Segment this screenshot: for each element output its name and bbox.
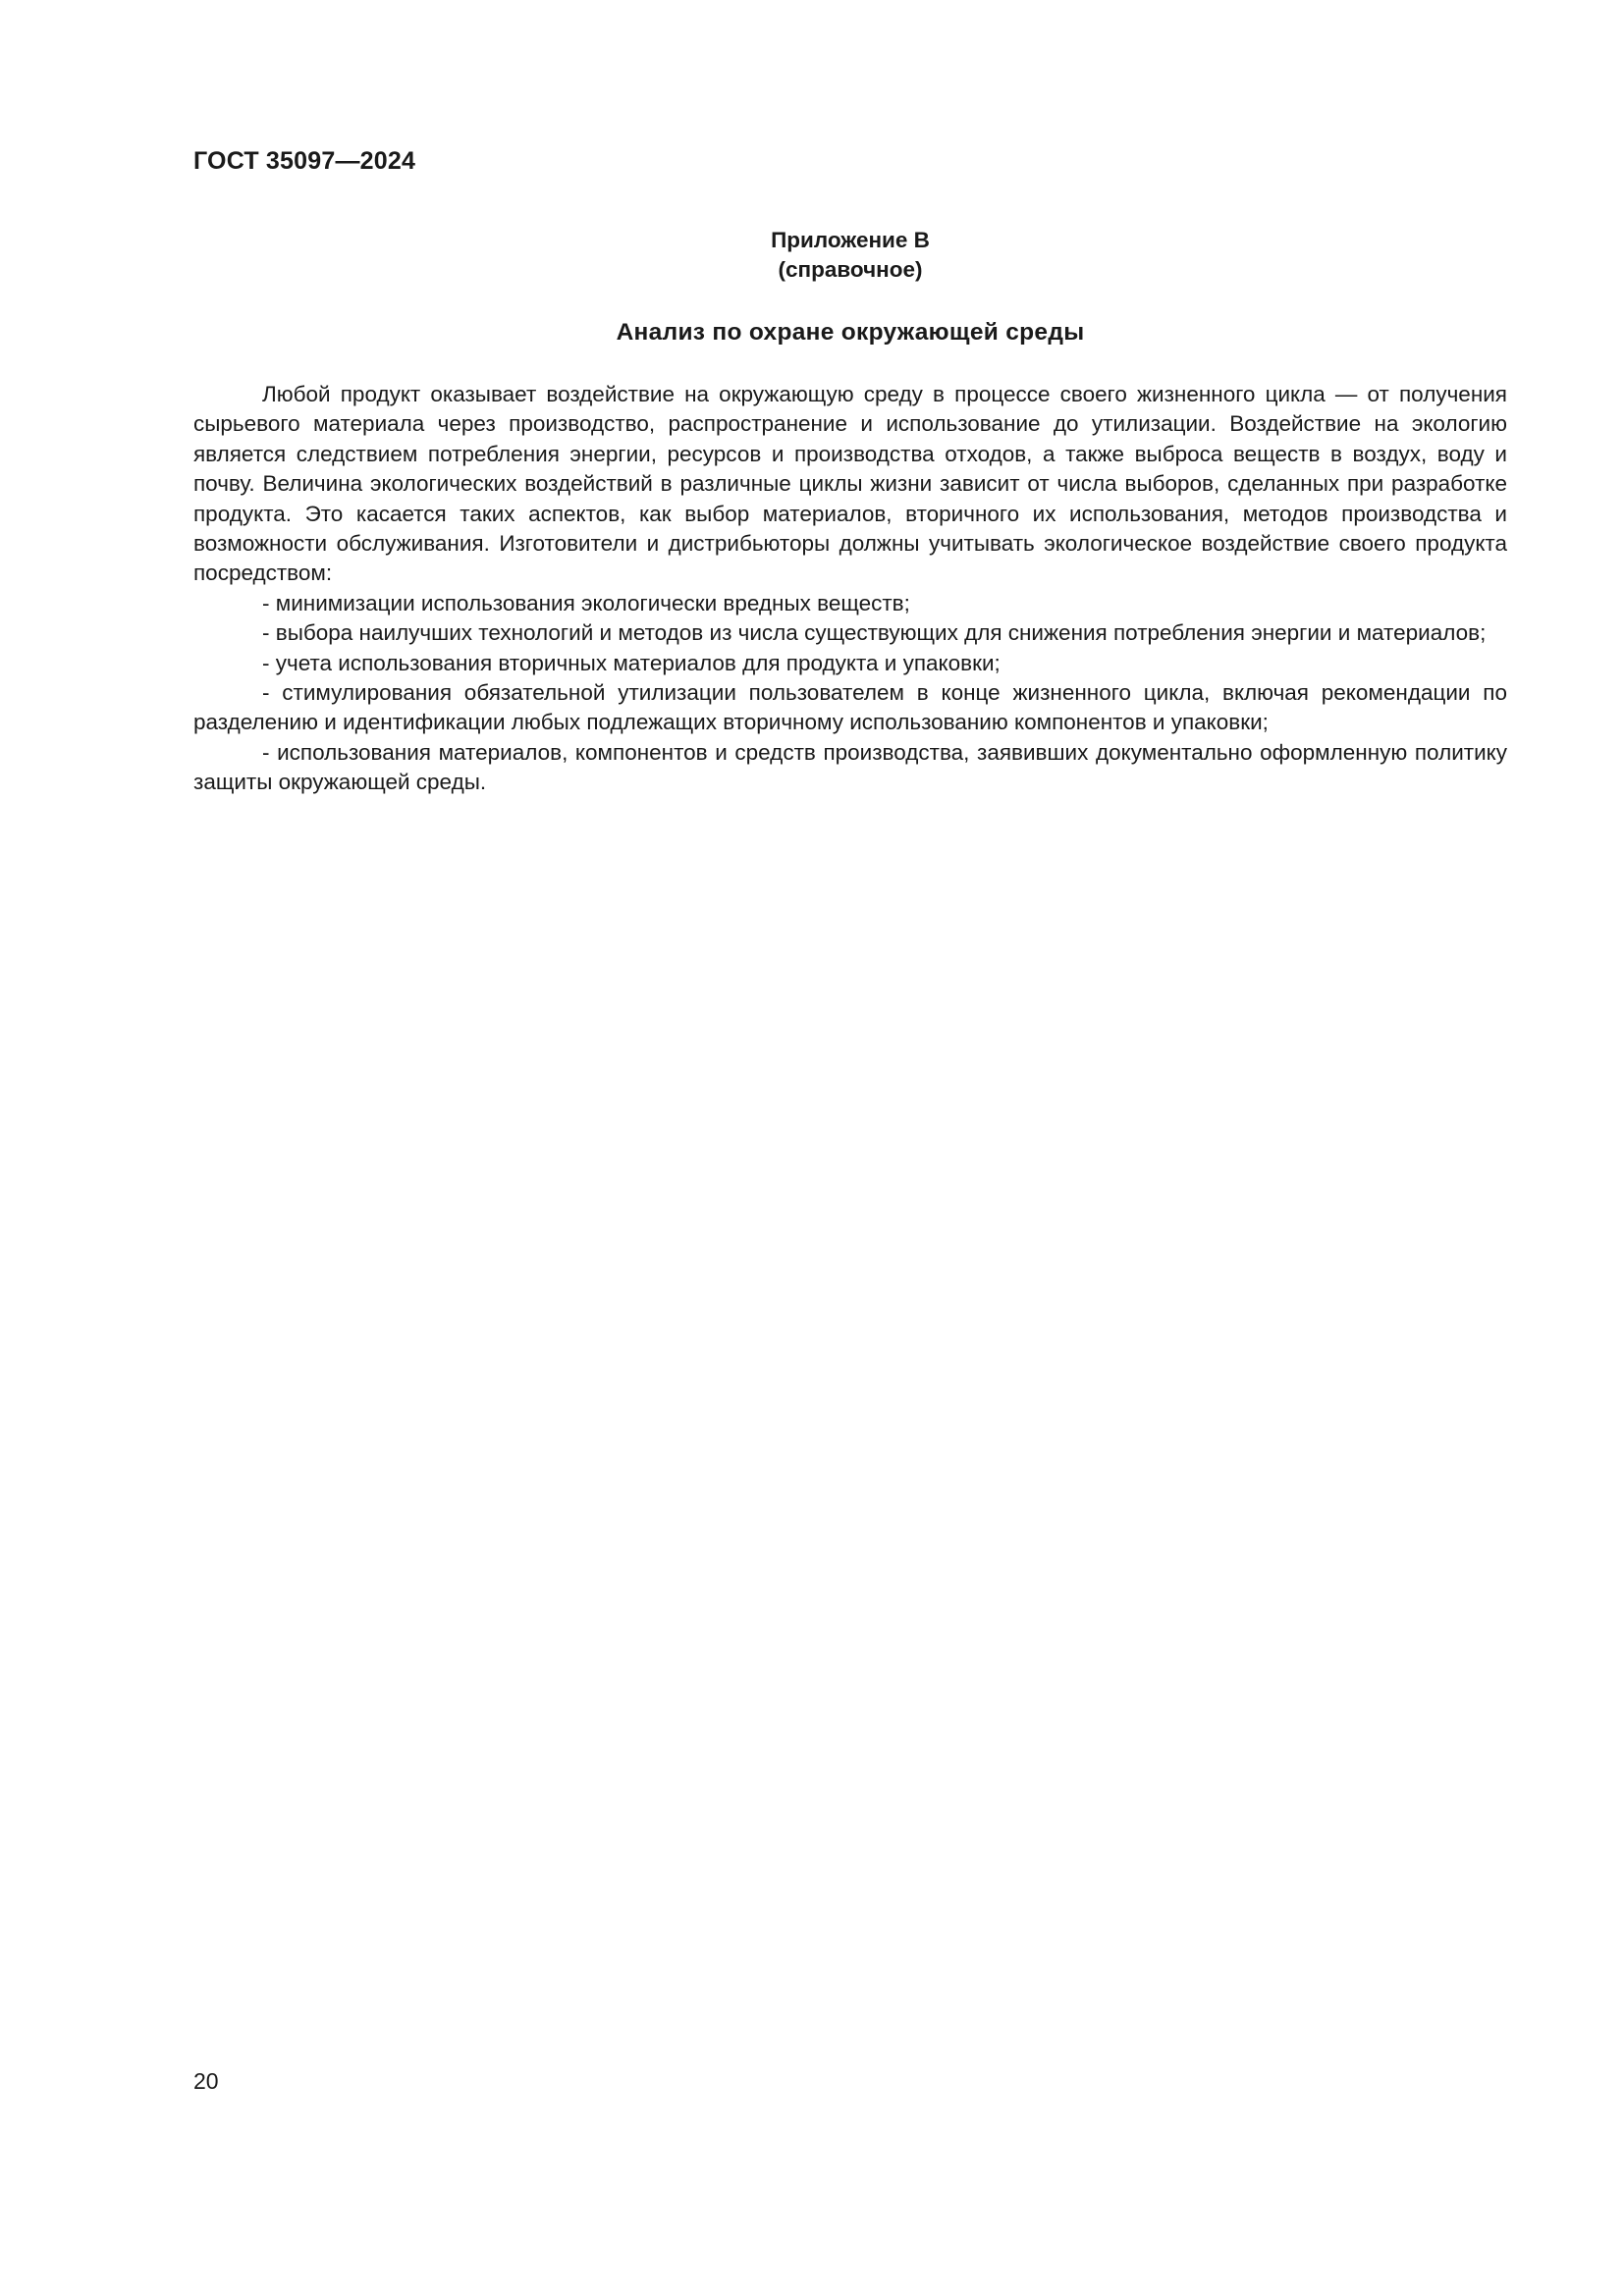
list-item: - выбора наилучших технологий и методов из числа существующих для снижения потребления энергии и материалов;	[262, 620, 1487, 646]
list-item: - учета использования вторичных материалов для продукта и упаковки;	[262, 650, 1001, 675]
section-title: Анализ по охране окружающей среды	[616, 319, 1085, 346]
appendix-heading	[193, 226, 1507, 285]
body-text	[193, 380, 1507, 798]
document-code: ГОСТ 35097—2024	[193, 147, 416, 175]
list-item: - минимизации использования экологически вредных веществ;	[262, 590, 910, 615]
appendix-type: (справочное)	[778, 257, 923, 282]
intro-paragraph: Любой продукт оказывает воздействие на окружающую среду в процессе своего жизненного цикла — от получения сырьевого материала через производство, распространение и использование до утилизации. Воздействие на экологию является следствием потребления энергии, ресурсов и производства отходов, а также выброса веществ в воздух, воду и почву. Величина экологических воздействий в различные циклы жизни зависит от числа выборов, сделанных при разработке продукта. Это касается таких аспектов, как выбор материалов, вторичного их использования, методов производства и возможности обслуживания. Изготовители и дистрибьюторы должны учитывать экологическое воздействие своего продукта посредством:	[193, 382, 1507, 586]
list-item: - стимулирования обязательной утилизации пользователем в конце жизненного цикла, включая рекомендации по разделению и идентификации любых подлежащих вторичному использованию компонентов и упаковки;	[193, 680, 1507, 735]
page-number: 20	[193, 2068, 219, 2094]
list-item: - использования материалов, компонентов и средств производства, заявивших документально оформленную политику защиты окружающей среды.	[193, 739, 1507, 795]
appendix-label: Приложение В	[771, 228, 930, 252]
